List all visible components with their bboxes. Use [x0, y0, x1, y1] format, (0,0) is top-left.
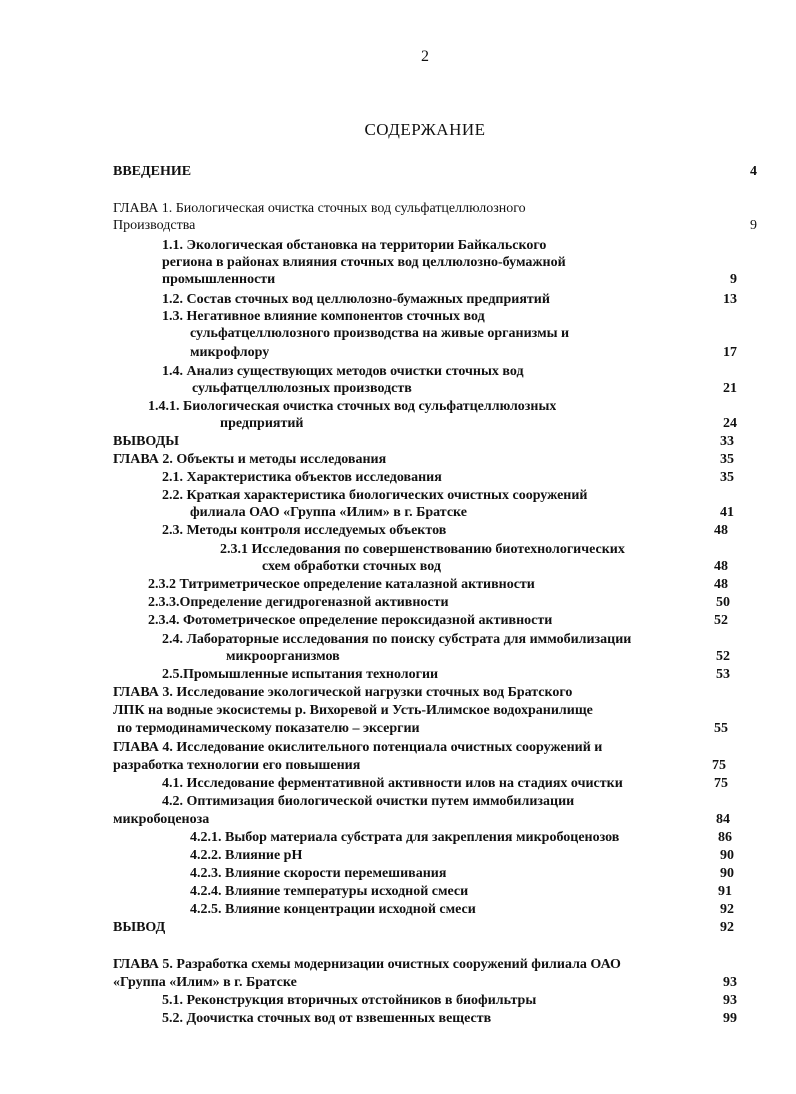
toc-entry-conclusions: ВЫВОДЫ — [113, 434, 179, 449]
toc-page-number: 13 — [723, 292, 737, 307]
toc-section-2-3: 2.3. Методы контроля исследуемых объектов — [162, 523, 447, 538]
toc-page-number: 35 — [720, 452, 734, 467]
toc-page-number: 93 — [723, 993, 737, 1008]
toc-page-number: 17 — [723, 345, 737, 360]
toc-page-number: 48 — [714, 577, 728, 592]
toc-section-2-5: 2.5.Промышленные испытания технологии — [162, 667, 439, 682]
toc-section-2-1: 2.1. Характеристика объектов исследования — [162, 470, 442, 485]
toc-section-1-1-cont: промышленности — [162, 272, 276, 287]
toc-page-number: 92 — [720, 902, 734, 917]
toc-section-1-1-cont: региона в районах влияния сточных вод целлюлозно-бумажной — [162, 255, 566, 270]
toc-chapter-1-heading: ГЛАВА 1. Биологическая очистка сточных вод сульфатцеллюлозного — [113, 201, 526, 216]
toc-page-number: 90 — [720, 866, 734, 881]
toc-section-2-3-4: 2.3.4. Фотометрическое определение пероксидазной активности — [148, 613, 553, 628]
toc-page-number: 75 — [714, 776, 728, 791]
toc-chapter-2-heading: ГЛАВА 2. Объекты и методы исследования — [113, 452, 387, 467]
toc-section-2-4: 2.4. Лабораторные исследования по поиску субстрата для иммобилизации — [162, 632, 632, 647]
toc-page-number: 33 — [720, 434, 734, 449]
toc-chapter-5-heading: ГЛАВА 5. Разработка схемы модернизации очистных сооружений филиала ОАО — [113, 957, 621, 972]
toc-page-number: 9 — [750, 218, 757, 233]
toc-page-number: 99 — [723, 1011, 737, 1026]
toc-chapter-4-heading: ГЛАВА 4. Исследование окислительного потенциала очистных сооружений и — [113, 740, 603, 755]
toc-section-2-2: 2.2. Краткая характеристика биологических очистных сооружений — [162, 488, 588, 503]
toc-page-number: 75 — [712, 758, 726, 773]
toc-page-number: 93 — [723, 975, 737, 990]
toc-page-number: 53 — [716, 667, 730, 682]
toc-page-number: 41 — [720, 505, 734, 520]
toc-page-number: 52 — [714, 613, 728, 628]
page-number: 2 — [421, 48, 429, 65]
toc-section-1-1: 1.1. Экологическая обстановка на территории Байкальского — [162, 238, 547, 253]
toc-section-4-2-2: 4.2.2. Влияние pH — [190, 848, 303, 863]
toc-page-number: 35 — [720, 470, 734, 485]
toc-page-number: 48 — [714, 523, 728, 538]
toc-section-2-2-cont: филиала ОАО «Группа «Илим» в г. Братске — [190, 505, 467, 520]
toc-entry-conclusion: ВЫВОД — [113, 920, 166, 935]
toc-page-number: 91 — [718, 884, 732, 899]
toc-section-4-2: 4.2. Оптимизация биологической очистки путем иммобилизации — [162, 794, 575, 809]
toc-chapter-1-heading-cont: Производства — [113, 218, 196, 233]
toc-section-1-4-1-cont: предприятий — [220, 416, 304, 431]
toc-section-1-3-cont: сульфатцеллюлозного производства на живые организмы и — [190, 326, 570, 341]
toc-page-number: 50 — [716, 595, 730, 610]
toc-page-number: 55 — [714, 721, 728, 736]
toc-page-number: 9 — [730, 272, 737, 287]
toc-section-5-2: 5.2. Доочистка сточных вод от взвешенных веществ — [162, 1011, 492, 1026]
toc-page-number: 86 — [718, 830, 732, 845]
toc-section-4-2-1: 4.2.1. Выбор материала субстрата для закрепления микробоценозов — [190, 830, 620, 845]
toc-page-number: 90 — [720, 848, 734, 863]
toc-section-4-1: 4.1. Исследование ферментативной активности илов на стадиях очистки — [162, 776, 623, 791]
page-title: СОДЕРЖАНИЕ — [364, 120, 486, 139]
toc-section-4-2-cont: микробоценоза — [113, 812, 210, 827]
toc-page-number: 24 — [723, 416, 737, 431]
toc-page-number: 52 — [716, 649, 730, 664]
toc-section-4-2-3: 4.2.3. Влияние скорости перемешивания — [190, 866, 447, 881]
toc-page-number: 21 — [723, 381, 737, 396]
toc-chapter-5-heading-cont: «Группа «Илим» в г. Братске — [113, 975, 297, 990]
toc-section-4-2-4: 4.2.4. Влияние температуры исходной смеси — [190, 884, 469, 899]
toc-entry-introduction: ВВЕДЕНИЕ — [113, 164, 192, 179]
toc-section-2-3-1-cont: схем обработки сточных вод — [262, 559, 441, 574]
toc-section-1-3-cont: микрофлору — [190, 345, 270, 360]
toc-section-1-4-cont: сульфатцеллюлозных производств — [192, 381, 412, 396]
toc-section-2-3-1: 2.3.1 Исследования по совершенствованию биотехнологических — [220, 542, 625, 557]
toc-section-1-4-1: 1.4.1. Биологическая очистка сточных вод сульфатцеллюлозных — [148, 399, 557, 414]
toc-section-2-3-2: 2.3.2 Титриметрическое определение каталазной активности — [148, 577, 535, 592]
toc-chapter-3-heading: ГЛАВА 3. Исследование экологической нагрузки сточных вод Братского — [113, 685, 573, 700]
toc-chapter-3-heading-cont: ЛПК на водные экосистемы р. Вихоревой и Усть-Илимское водохранилище — [113, 703, 593, 718]
toc-section-2-4-cont: микроорганизмов — [226, 649, 340, 664]
toc-section-4-2-5: 4.2.5. Влияние концентрации исходной смеси — [190, 902, 476, 917]
toc-section-1-4: 1.4. Анализ существующих методов очистки сточных вод — [162, 364, 524, 379]
toc-page-number: 92 — [720, 920, 734, 935]
toc-chapter-4-heading-cont: разработка технологии его повышения — [113, 758, 361, 773]
toc-section-1-2: 1.2. Состав сточных вод целлюлозно-бумажных предприятий — [162, 292, 550, 307]
toc-page-number: 48 — [714, 559, 728, 574]
toc-section-1-3: 1.3. Негативное влияние компонентов сточных вод — [162, 309, 485, 324]
toc-section-5-1: 5.1. Реконструкция вторичных отстойников в биофильтры — [162, 993, 537, 1008]
toc-section-2-3-3: 2.3.3.Определение дегидрогеназной активности — [148, 595, 449, 610]
toc-page-number: 84 — [716, 812, 730, 827]
toc-chapter-3-heading-cont: по термодинамическому показателю – эксергии — [117, 721, 420, 736]
toc-page-number: 4 — [750, 164, 757, 179]
